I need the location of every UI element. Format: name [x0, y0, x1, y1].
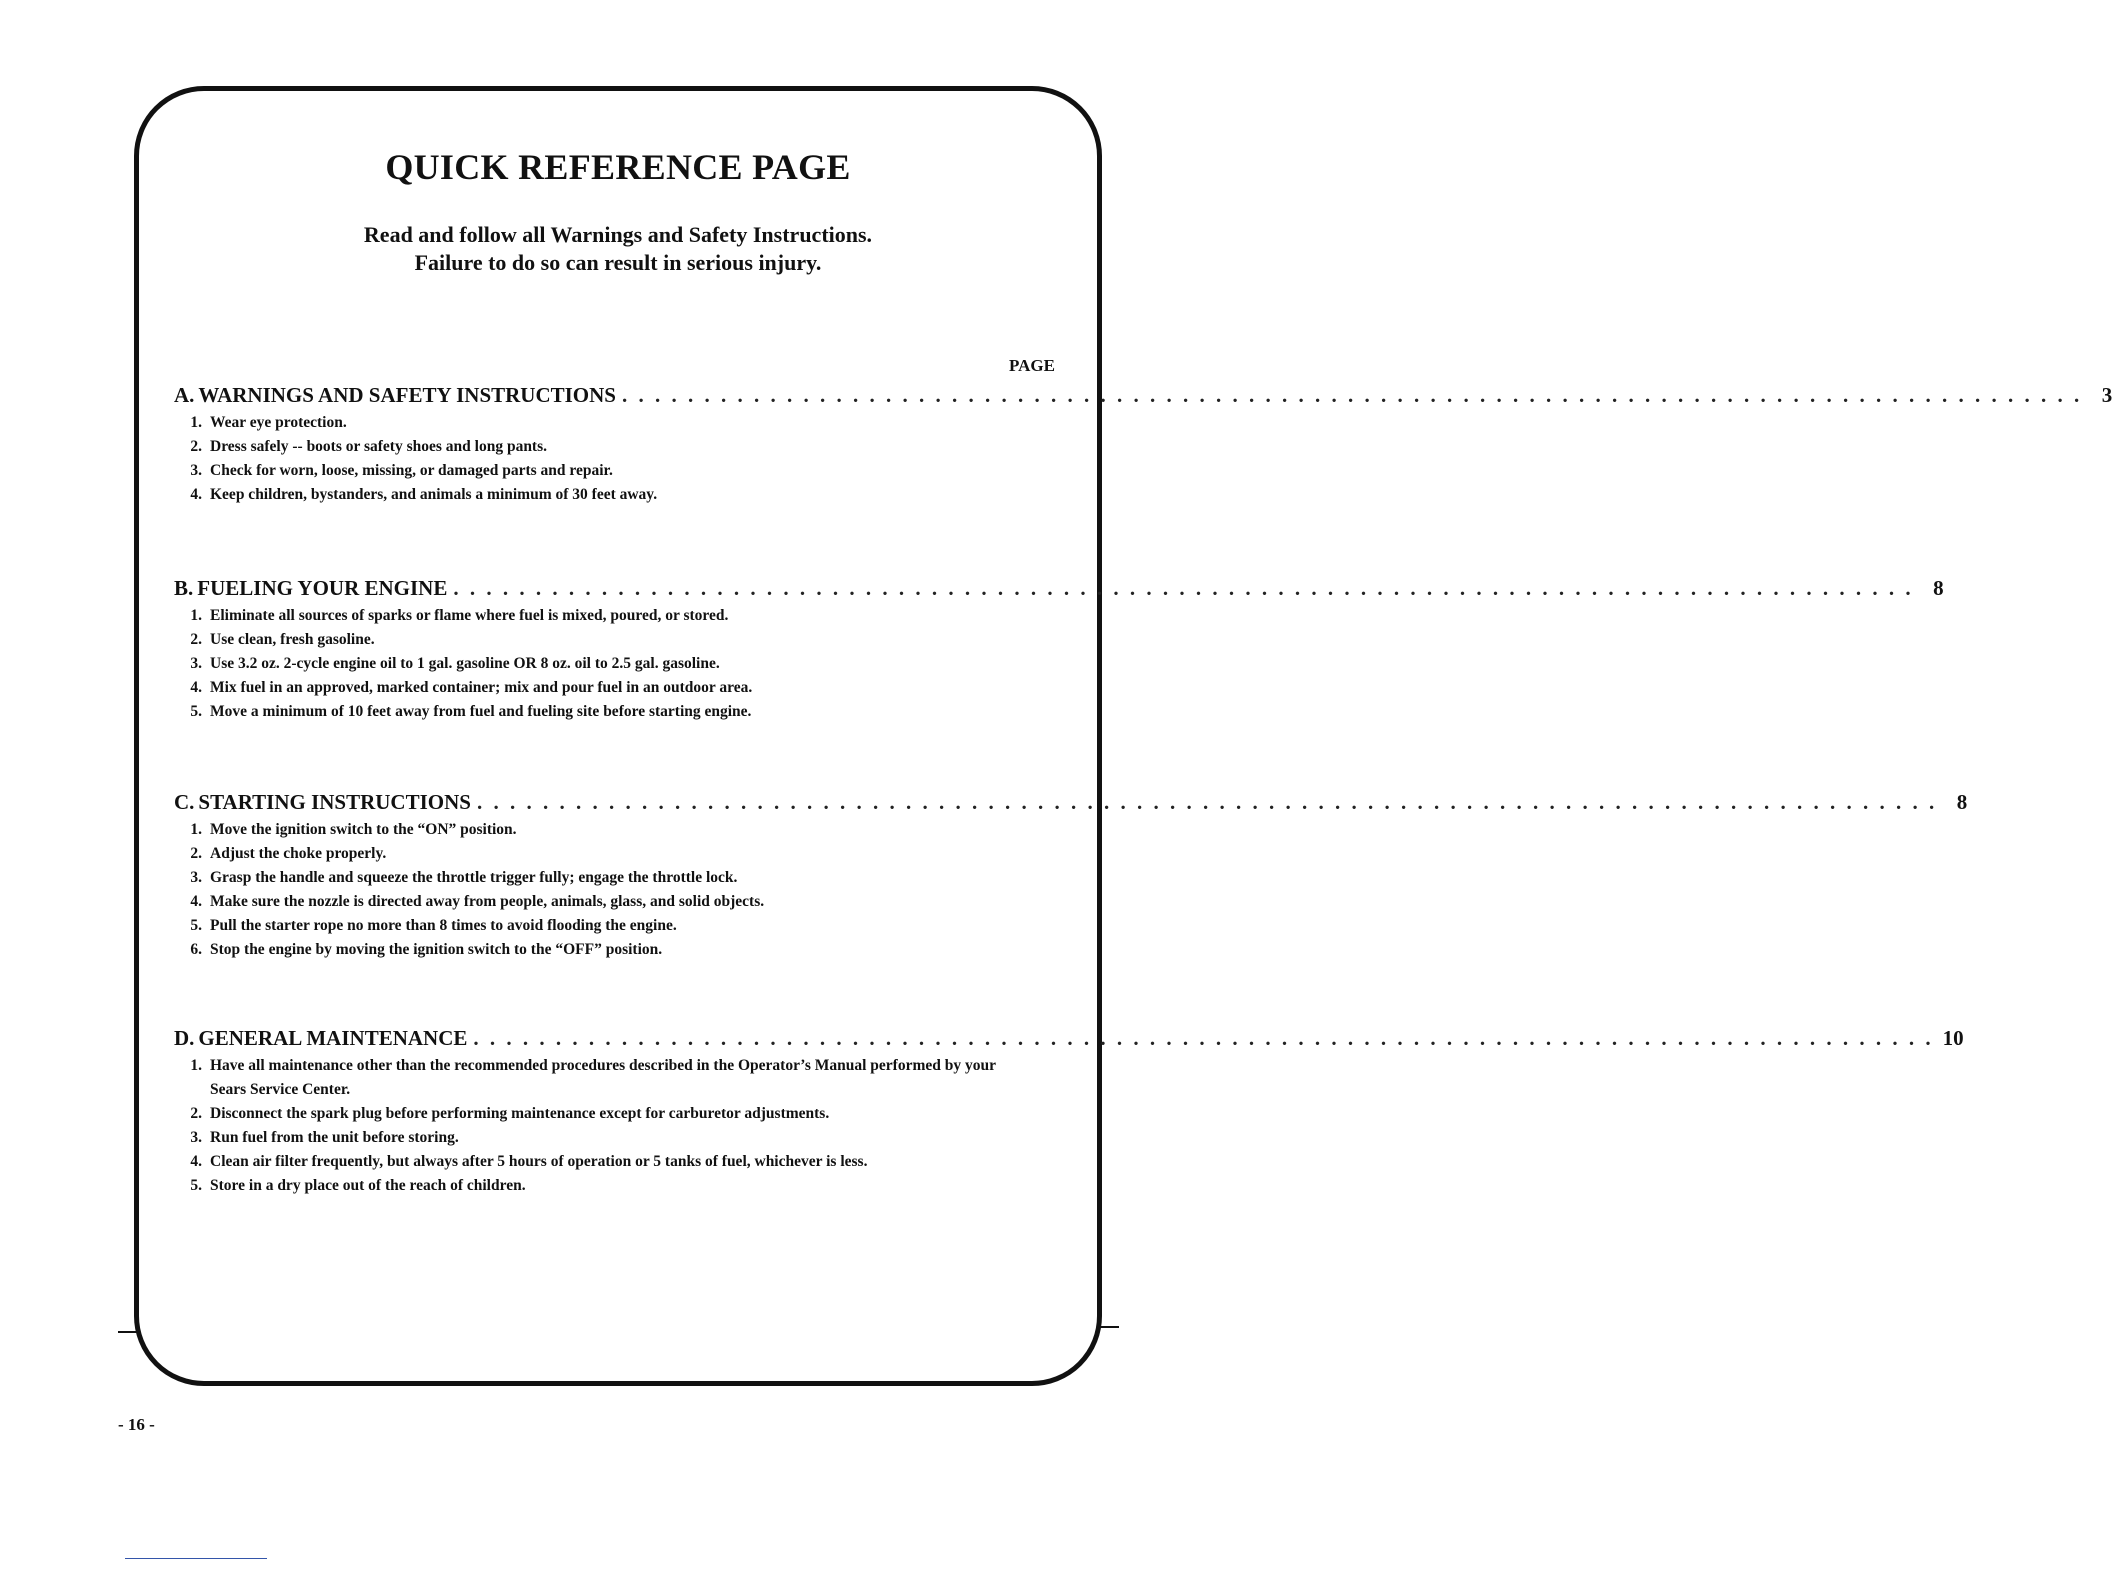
item-number: 2.: [190, 845, 202, 862]
item-text: Keep children, bystanders, and animals a minimum of 30 feet away.: [210, 486, 658, 503]
scan-underline-mark: [125, 1558, 267, 1559]
item-number: 2.: [190, 438, 202, 455]
dot-leader: . . . . . . . . . . . . . . . . . . . . . . . . . . . . . . . . . . . . . . . . . . . . . . . . . . . . . . . . . . . . . . . . . . . . . . . . . . . . . . . . . . . . . . . . .: [476, 790, 1938, 814]
section-title: GENERAL MAINTENANCE: [198, 1026, 468, 1050]
item-number: 1.: [190, 1057, 202, 1074]
section-letter: C.: [174, 790, 195, 814]
item-number: 4.: [190, 1153, 202, 1170]
list-item: [174, 914, 1064, 938]
item-number: 5.: [190, 1177, 202, 1194]
item-text: Move a minimum of 10 feet away from fuel and fueling site before starting engine.: [210, 703, 752, 720]
section-fueling: [174, 576, 1944, 724]
item-number: 1.: [190, 607, 202, 624]
item-number: 2.: [190, 631, 202, 648]
item-number: 3.: [190, 869, 202, 886]
safety-subtitle-line2: Failure to do so can result in serious injury.: [414, 250, 822, 275]
registration-mark-left: [118, 1331, 140, 1333]
section-item-list: [174, 818, 1064, 962]
list-item: [174, 676, 1064, 700]
list-item: [174, 652, 1064, 676]
list-item: [174, 483, 1064, 507]
section-letter: A.: [174, 383, 195, 407]
item-text: Grasp the handle and squeeze the throttle trigger fully; engage the throttle lock.: [210, 869, 738, 886]
item-text: Mix fuel in an approved, marked container; mix and pour fuel in an outdoor area.: [210, 679, 753, 696]
item-text: Eliminate all sources of sparks or flame where fuel is mixed, poured, or stored.: [210, 607, 729, 624]
section-item-list: [174, 1054, 1064, 1198]
list-item: [174, 842, 1064, 866]
item-number: 5.: [190, 703, 202, 720]
list-item: [174, 700, 1064, 724]
list-item: [174, 604, 1064, 628]
section-heading: [174, 576, 1944, 604]
section-starting: [174, 790, 1968, 962]
safety-subtitle-line1: Read and follow all Warnings and Safety Instructions.: [363, 222, 873, 247]
list-item: [174, 1054, 1064, 1102]
section-maintenance: [174, 1026, 1964, 1198]
list-item: [174, 1150, 1064, 1174]
item-text: Use 3.2 oz. 2-cycle engine oil to 1 gal. gasoline OR 8 oz. oil to 2.5 gal. gasoline.: [210, 655, 720, 672]
section-item-list: [174, 604, 1064, 724]
section-letter: B.: [174, 576, 194, 600]
item-number: 6.: [190, 941, 202, 958]
section-page-number: 10: [1942, 1026, 1964, 1050]
item-number: 3.: [190, 1129, 202, 1146]
list-item: [174, 890, 1064, 914]
list-item: [174, 411, 1064, 435]
section-letter: D.: [174, 1026, 195, 1050]
item-text: Use clean, fresh gasoline.: [210, 631, 375, 648]
item-text: Clean air filter frequently, but always after 5 hours of operation or 5 tanks of fuel, whichever is less.: [210, 1153, 868, 1170]
section-page-number: 8: [1956, 790, 1968, 814]
item-text: Store in a dry place out of the reach of children.: [210, 1177, 526, 1194]
item-text: Make sure the nozzle is directed away from people, animals, glass, and solid objects.: [210, 893, 765, 910]
item-number: 1.: [190, 821, 202, 838]
dot-leader: . . . . . . . . . . . . . . . . . . . . . . . . . . . . . . . . . . . . . . . . . . . . . . . . . . . . . . . . . . . . . . . . . . . . . . . . . . . . . . . . . . . . . . . . .: [453, 576, 1914, 600]
item-text: Have all maintenance other than the recommended procedures described in the Operator’s Manual performed by your Sears Service Center.: [210, 1057, 996, 1098]
item-text: Disconnect the spark plug before performing maintenance except for carburetor adjustments.: [210, 1105, 830, 1122]
item-number: 2.: [190, 1105, 202, 1122]
item-number: 1.: [190, 414, 202, 431]
section-page-number: 8: [1933, 576, 1944, 600]
section-heading: [174, 383, 2112, 411]
section-heading: [174, 790, 1968, 818]
section-item-list: [174, 411, 1064, 507]
item-text: Run fuel from the unit before storing.: [210, 1129, 459, 1146]
section-warnings: [174, 383, 2112, 507]
list-item: [174, 459, 1064, 483]
page-number: - 16 -: [118, 1415, 155, 1434]
item-text: Stop the engine by moving the ignition switch to the “OFF” position.: [210, 941, 663, 958]
item-text: Pull the starter rope no more than 8 times to avoid flooding the engine.: [210, 917, 677, 934]
item-number: 4.: [190, 893, 202, 910]
page-title: QUICK REFERENCE PAGE: [385, 147, 851, 187]
list-item: [174, 866, 1064, 890]
list-item: [174, 628, 1064, 652]
dot-leader: . . . . . . . . . . . . . . . . . . . . . . . . . . . . . . . . . . . . . . . . . . . . . . . . . . . . . . . . . . . . . . . . . . . . . . . . . . . . . . . . . . . . . . . . .: [473, 1026, 1934, 1050]
item-number: 4.: [190, 486, 202, 503]
list-item: [174, 1174, 1064, 1198]
list-item: [174, 818, 1064, 842]
section-title: WARNINGS AND SAFETY INSTRUCTIONS: [198, 383, 616, 407]
item-number: 4.: [190, 679, 202, 696]
item-number: 3.: [190, 462, 202, 479]
item-text: Adjust the choke properly.: [210, 845, 387, 862]
section-heading: [174, 1026, 1964, 1054]
section-title: STARTING INSTRUCTIONS: [198, 790, 471, 814]
list-item: [174, 1126, 1064, 1150]
page-column-label: PAGE: [1009, 356, 1055, 375]
section-page-number: 3: [2101, 383, 2112, 407]
dot-leader: . . . . . . . . . . . . . . . . . . . . . . . . . . . . . . . . . . . . . . . . . . . . . . . . . . . . . . . . . . . . . . . . . . . . . . . . . . . . . . . . . . . . . . . . .: [621, 383, 2083, 407]
item-text: Move the ignition switch to the “ON” position.: [210, 821, 517, 838]
registration-mark-right: [1097, 1326, 1119, 1328]
list-item: [174, 435, 1064, 459]
list-item: [174, 938, 1064, 962]
item-text: Check for worn, loose, missing, or damaged parts and repair.: [210, 462, 613, 479]
item-number: 5.: [190, 917, 202, 934]
list-item: [174, 1102, 1064, 1126]
item-text: Dress safely -- boots or safety shoes and long pants.: [210, 438, 548, 455]
item-text: Wear eye protection.: [210, 414, 347, 431]
item-number: 3.: [190, 655, 202, 672]
section-title: FUELING YOUR ENGINE: [197, 576, 448, 600]
